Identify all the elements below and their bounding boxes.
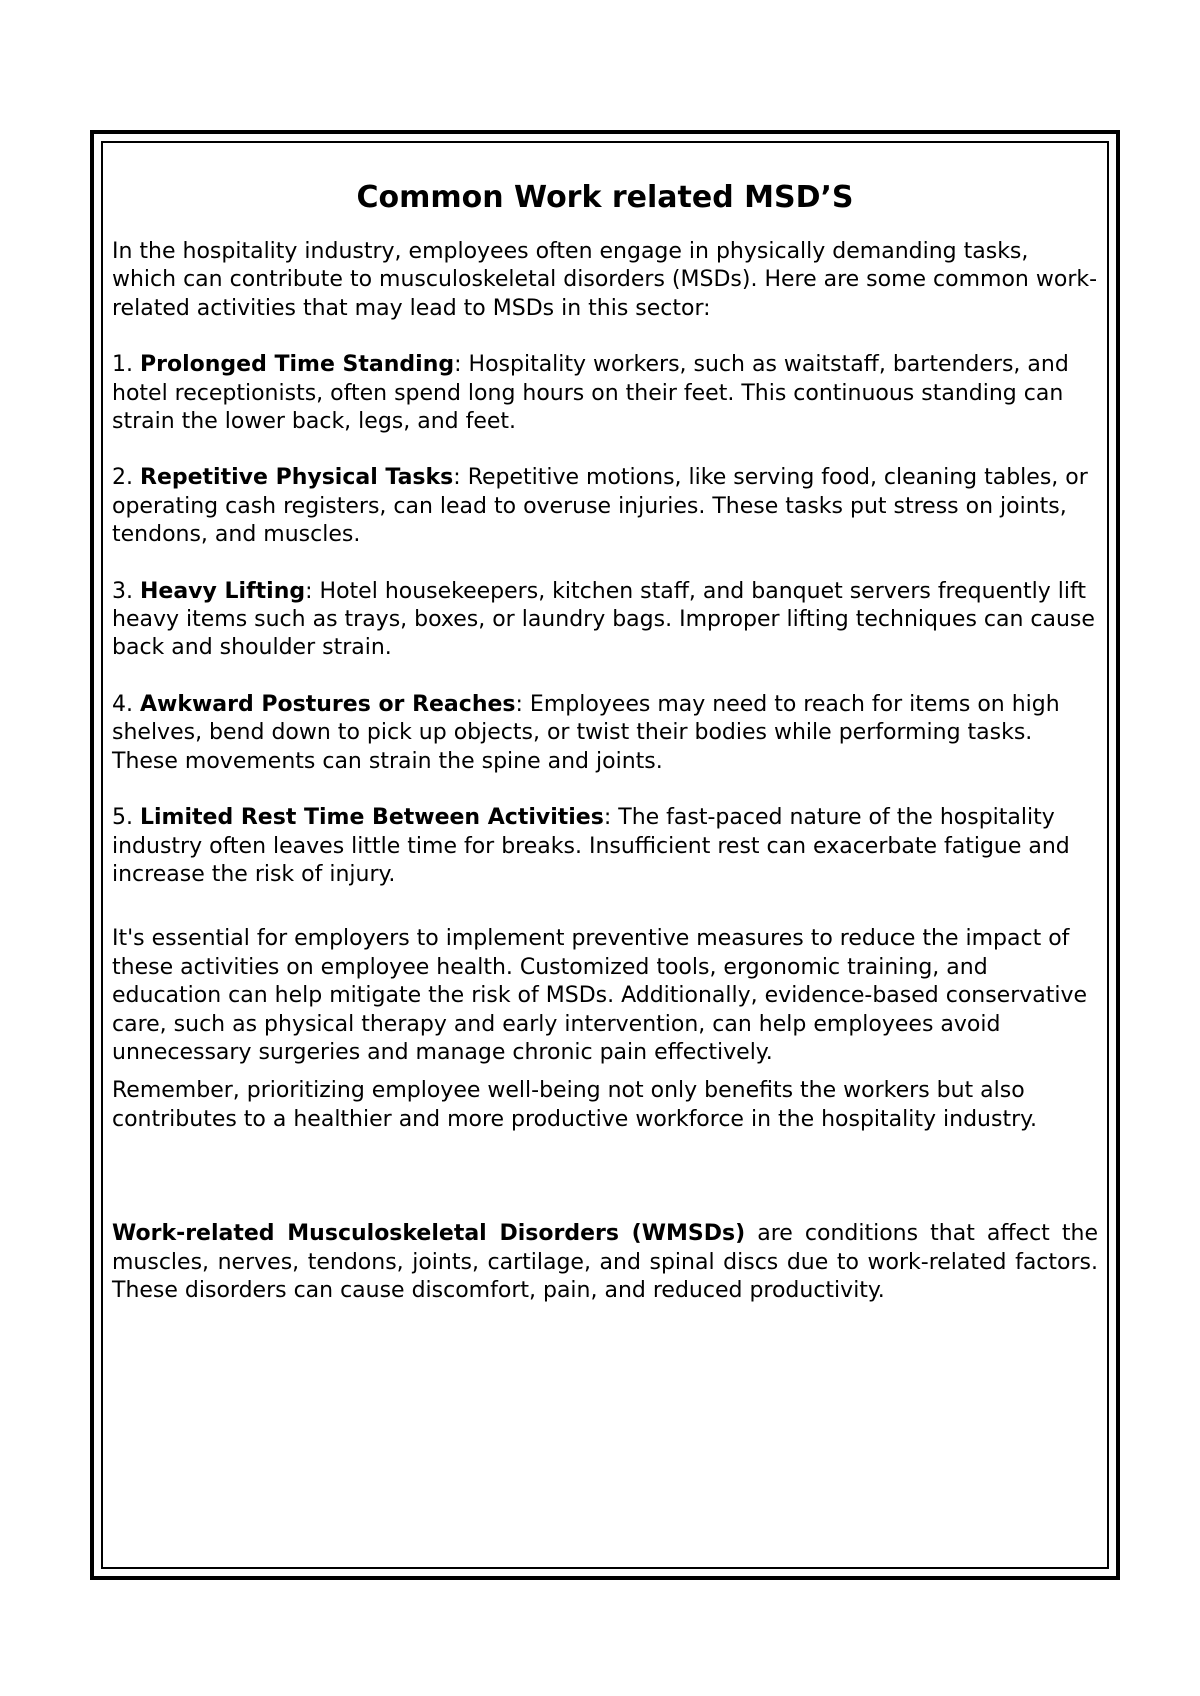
definition-text: are conditions that affect the muscles, nerves, tendons, joints, cartilage, and spinal discs due to work-related factors. These disorders can cause discomfort, pain, and reduced productivity. xyxy=(112,1221,1098,1303)
definition-paragraph xyxy=(112,1220,1098,1305)
list-item-text: Repetitive motions, like serving food, cleaning tables, or operating cash registers, can lead to overuse injuries. These tasks put stress on joints, tendons, and muscles. xyxy=(112,465,1088,548)
list-item-heading: Awkward Postures or Reaches xyxy=(140,691,516,717)
list-item-5 xyxy=(112,804,1098,889)
document-content xyxy=(112,176,1098,1305)
list-item-separator: : xyxy=(515,691,523,717)
intro-paragraph: In the hospitality industry, employees often engage in physically demanding tasks, which can contribute to musculoskeletal disorders (MSDs). Here are some common work-related activities that may lead to MSDs in this sector: xyxy=(112,239,1098,321)
list-item-heading: Heavy Lifting xyxy=(140,578,306,604)
list-item-text: Hotel housekeepers, kitchen staff, and banquet servers frequently lift heavy items such as trays, boxes, or laundry bags. Improper lifting techniques can cause back and shoulder strain. xyxy=(112,578,1095,661)
definition-term: Work-related Musculoskeletal Disorders (WMSDs) xyxy=(112,1221,746,1247)
list-item-heading: Repetitive Physical Tasks xyxy=(140,465,454,491)
list-item-text: Hospitality workers, such as waitstaff, bartenders, and hotel receptionists, often spend long hours on their feet. This continuous standing can strain the lower back, legs, and feet. xyxy=(112,352,1069,435)
document-title: Common Work related MSD’S xyxy=(356,180,854,215)
closing-paragraph: It's essential for employers to implement preventive measures to reduce the impact of these activities on employee health. Customized tools, ergonomic training, and education can help mitigate the risk of MSDs. Additionally, evidence-based conservative care, such as physical therapy and early intervention, can help employees avoid unnecessary surgeries and manage chronic pain effectively. xyxy=(112,926,1088,1065)
remember-paragraph: Remember, prioritizing employee well-being not only benefits the workers but also contributes to a healthier and more productive workforce in the hospitality industry. xyxy=(112,1078,1037,1132)
list-item-number: 1. xyxy=(112,352,133,378)
list-item-separator: : xyxy=(603,805,612,831)
list-item-text: The fast-paced nature of the hospitality industry often leaves little time for breaks. Insufficient rest can exacerbate fatigue and increase the risk of injury. xyxy=(112,805,1070,887)
list-item-4 xyxy=(112,691,1098,776)
list-item-number: 3. xyxy=(112,578,133,604)
list-item-text: Employees may need to reach for items on high shelves, bend down to pick up objects, or twist their bodies while performing tasks. These movements can strain the spine and joints. xyxy=(112,691,1060,774)
list-item-1 xyxy=(112,351,1098,436)
list-item-number: 4. xyxy=(112,691,133,717)
list-item-number: 5. xyxy=(112,805,133,831)
list-item-heading: Limited Rest Time Between Activities xyxy=(140,805,604,831)
list-item-number: 2. xyxy=(112,465,133,491)
list-item-2 xyxy=(112,464,1098,549)
list-item-3 xyxy=(112,578,1098,663)
list-item-separator: : xyxy=(453,465,461,491)
list-item-separator: : xyxy=(305,578,313,604)
list-item-heading: Prolonged Time Standing xyxy=(140,352,455,378)
list-item-separator: : xyxy=(454,352,462,378)
